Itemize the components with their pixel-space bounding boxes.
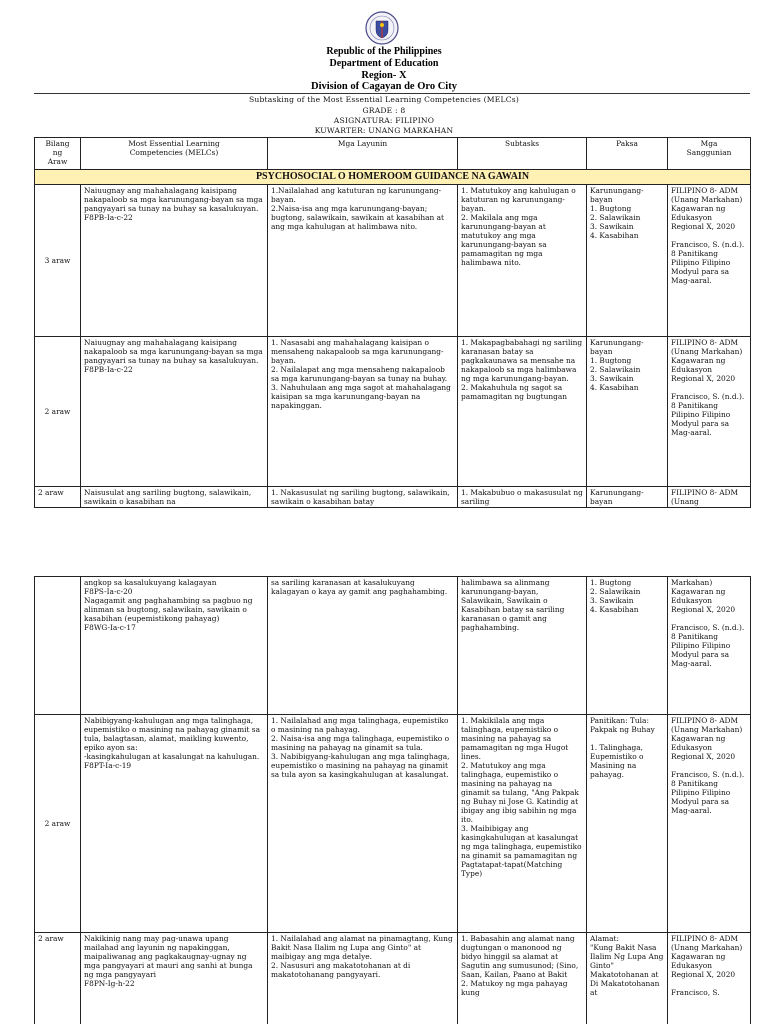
header-divider [34,93,750,94]
days-cell: 2 araw [35,715,81,933]
melc-cell: Naiuugnay ang mahahalagang kaisipang nakapaloob sa mga karunungang-bayan sa mga pangyayari sa tunay na buhay sa kasalukuyan. F8PB-Ia-c-22 [81,185,268,337]
quarter-label: KUWARTER: UNANG MARKAHAN [314,126,454,135]
guidance-band: PSYCHOSOCIAL O HOMEROOM GUIDANCE NA GAWAIN [35,170,751,185]
subtasks-cell: 1. Babasahin ang alamat nang dugtungan o manonood ng bidyo hinggil sa alamat at Sagutin ang sumusunod; (Sino, Saan, Kailan, Paano at Bakit 2. Matukoy ng mga pahayag kung [458,933,587,1024]
sanggunian-cell: FILIPINO 8- ADM (Unang Markahan) Kagawaran ng Edukasyon Regional X, 2020 Francisco, S. (n.d.). 8 Panitikang Pilipino Filipino Modyul para sa Mag-aaral. [668,185,751,337]
table-row [35,715,751,933]
col-header-melc: Most Essential Learning Competencies (MELCs) [81,138,268,170]
sanggunian-cell: FILIPINO 8- ADM (Unang Markahan) Kagawaran ng Edukasyon Regional X, 2020 Francisco, S. (n.d.). 8 Panitikang Pilipino Filipino Modyul para sa Mag-aaral. [668,715,751,933]
col-header-subtasks: Subtasks [458,138,587,170]
table-row [35,487,751,508]
sanggunian-cell: FILIPINO 8- ADM (Unang Markahan) Kagawaran ng Edukasyon Regional X, 2020 Francisco, S. [668,933,751,1024]
col-header-sanggunian: Mga Sanggunian [668,138,751,170]
layunin-cell: 1. Nailalahad ang mga talinghaga, eupemistiko o masining na pahayag. 2. Naisa-isa ang mga talinghaga, eupemistiko o masining na pahayag na ginamit sa tula. 3. Nabibigyang-kahulugan ang mga talinghaga, eupemistiko o masining na pahayag na ginamit sa tula ayon sa kasingkahulugan at kasalungat. [268,715,458,933]
layunin-cell: sa sariling karanasan at kasalukuyang kalagayan o kaya ay gamit ang paghahambing. [268,577,458,715]
melc-cell: angkop sa kasalukuyang kalagayan F8PS-Ia-c-20 Nagagamit ang paghahambing sa pagbuo ng alinman sa bugtong, salawikain, sawikain o kasabihan (eupemistikong pahayag) F8WG-Ia-c-17 [81,577,268,715]
grade-label: GRADE : 8 [362,106,406,115]
division-label: Division of Cagayan de Oro City [311,81,457,92]
days-cell [35,577,81,715]
melc-cell: Naiuugnay ang mahahalagang kaisipang nakapaloob sa mga karunungang-bayan sa mga pangyayari sa tunay na buhay sa kasalukuyan. F8PB-Ia-c-22 [81,337,268,487]
melc-cell: Naisusulat ang sariling bugtong, salawikain, sawikain o kasabihan na [81,487,268,508]
sanggunian-cell: Markahan) Kagawaran ng Edukasyon Regional X, 2020 Francisco, S. (n.d.). 8 Panitikang Pilipino Filipino Modyul para sa Mag-aaral. [668,577,751,715]
paksa-cell: Alamat: "Kung Bakit Nasa Ilalim Ng Lupa Ang Ginto" Makatotohanan at Di Makatotohanan at [587,933,668,1024]
paksa-cell: 1. Bugtong 2. Salawikain 3. Sawikain 4. Kasabihan [587,577,668,715]
republic-label: Republic of the Philippines [326,46,442,57]
melc-table-page1 [34,137,751,508]
days-cell: 2 araw [35,337,81,487]
sanggunian-cell: FILIPINO 8- ADM (Unang Markahan) Kagawaran ng Edukasyon Regional X, 2020 Francisco, S. (n.d.). 8 Panitikang Pilipino Filipino Modyul para sa Mag-aaral. [668,337,751,487]
days-cell: 2 araw [35,487,81,508]
subtasks-cell: 1. Makabubuo o makasusulat ng sariling [458,487,587,508]
layunin-cell: 1. Nasasabi ang mahahalagang kaisipan o mensaheng nakapaloob sa mga karunungang-bayan. 2. Nailalapat ang mga mensaheng nakapaloob sa mga karunungang-bayan sa tunay na buhay. 3. Nahuhulaan ang mga sagot at mahahalagang kaisipan sa mga karunungang-bayan na napakinggan. [268,337,458,487]
layunin-cell: 1.Nailalahad ang katuturan ng karunungang-bayan. 2.Naisa-isa ang mga karunungang-bayan; bugtong, salawikain, sawikain at kasabihan at ang mga kahulugan at halimbawa nito. [268,185,458,337]
layunin-cell: 1. Nakasusulat ng sariling bugtong, salawikain, sawikain o kasabihan batay [268,487,458,508]
sanggunian-cell: FILIPINO 8- ADM (Unang [668,487,751,508]
col-header-days: Bilang ng Araw [35,138,81,170]
subtasks-cell: 1. Makapagbabahagi ng sariling karanasan batay sa pagkakaunawa sa mensahe na nakapaloob sa mga halimbawa ng mga karunungang-bayan. 2. Makahuhula ng sagot sa pamamagitan ng bugtungan [458,337,587,487]
paksa-cell: Karunungang-bayan 1. Bugtong 2. Salawikain 3. Sawikain 4. Kasabihan [587,185,668,337]
melc-cell: Nakikinig nang may pag-unawa upang mailahad ang layunin ng napakinggan, maipaliwanag ang pagkakaugnay-ugnay ng mga pangyayari at mauri ang sanhi at bunga ng mga pangyayari F8PN-Ig-h-22 [81,933,268,1024]
region-label: Region- X [361,70,407,81]
table-row [35,577,751,715]
days-cell: 2 araw [35,933,81,1024]
guidance-band-row [35,170,751,185]
subject-label: ASIGNATURA: FILIPINO [333,116,435,125]
days-cell: 3 araw [35,185,81,337]
paksa-cell: Karunungang-bayan 1. Bugtong 2. Salawikain 3. Sawikain 4. Kasabihan [587,337,668,487]
melc-cell: Nabibigyang-kahulugan ang mga talinghaga, eupemistiko o masining na pahayag ginamit sa tula, balagtasan, alamat, maikling kuwento, epiko ayon sa: -kasingkahulugan at kasalungat na kahulugan. F8PT-Ia-c-19 [81,715,268,933]
table-row [35,933,751,1024]
table-row [35,337,751,487]
paksa-cell: Panitikan: Tula: Pakpak ng Buhay 1. Talinghaga, Eupemistiko o Masining na pahayag. [587,715,668,933]
table-header-row [35,138,751,170]
layunin-cell: 1. Nailalahad ang alamat na pinamagtang, Kung Bakit Nasa Ilalim ng Lupa ang Ginto" at maibigay ang mga detalye. 2. Nasusuri ang makatotohanan at di makatotohanang pangyayari. [268,933,458,1024]
department-label: Department of Education [329,58,439,69]
document-subtitle: Subtasking of the Most Essential Learning Competencies (MELCs) [249,95,519,104]
deped-seal [355,10,409,46]
subtasks-cell: 1. Makikilala ang mga talinghaga, eupemistiko o masining na pahayag sa pamamagitan ng mga Hugot lines. 2. Matutukoy ang mga talinghaga, eupemistiko o masining na pahayag na ginamit sa tulang, "Ang Pakpak ng Buhay ni Jose G. Katindig at ibigay ang ibig sabihin ng mga ito. 3. Maibibigay ang kasingkahulugan at kasalungat ng mga talinghaga, eupemistiko na ginamit sa pamamagitan ng Pagtatapat-tapat(Matching Type) [458,715,587,933]
subtasks-cell: halimbawa sa alinmang karunungang-bayan, Salawikain, Sawikain o Kasabihan batay sa sariling karanasan o gamit ang paghahambing. [458,577,587,715]
col-header-layunin: Mga Layunin [268,138,458,170]
melc-table-page2 [34,576,751,1024]
col-header-paksa: Paksa [587,138,668,170]
paksa-cell: Karunungang-bayan [587,487,668,508]
table-row [35,185,751,337]
subtasks-cell: 1. Matutukoy ang kahulugan o katuturan ng karunungang-bayan. 2. Makilala ang mga karunungang-bayan at matutukoy ang mga karunungang-bayan sa pamamagitan ng mga halimbawa nito. [458,185,587,337]
